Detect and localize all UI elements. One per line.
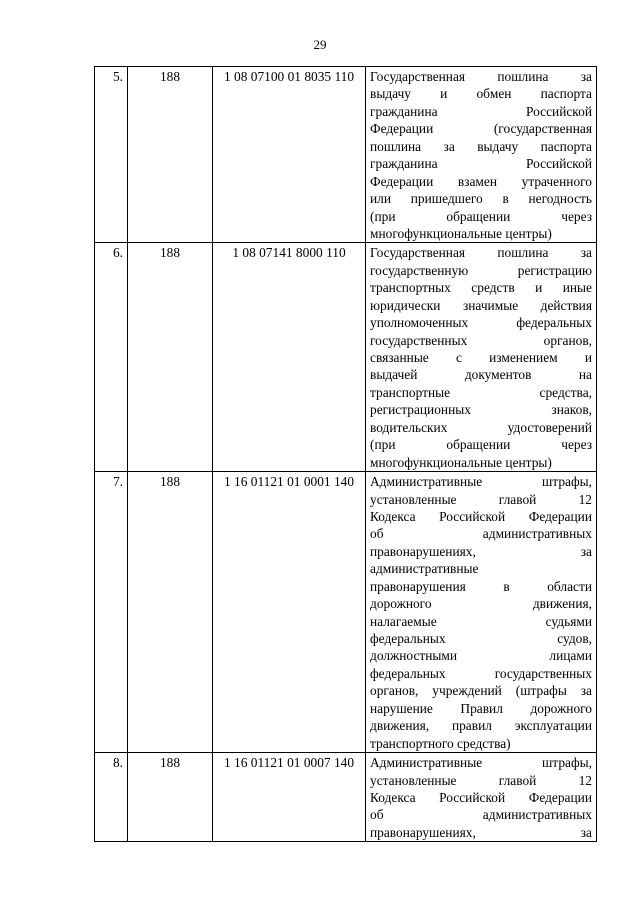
description-line: Кодекса Российской Федерации <box>370 789 592 805</box>
description-line: уполномоченных федеральных <box>370 315 592 331</box>
budget-classification-code: 1 08 07100 01 8035 110 <box>213 67 366 243</box>
description-line: пошлина за выдачу паспорта <box>370 138 592 154</box>
description-line: правонарушения в области <box>370 578 592 594</box>
description-line: движения, правил эксплуатации <box>370 718 592 734</box>
description-line: (при обращении через <box>370 208 592 224</box>
description-line: Административные штрафы, <box>370 755 592 771</box>
description-line: нарушение Правил дорожного <box>370 700 592 716</box>
description-line: государственных органов, <box>370 332 592 348</box>
table-row <box>95 472 597 753</box>
budget-classification-code: 1 16 01121 01 0007 140 <box>213 753 366 842</box>
row-number: 7. <box>95 472 128 753</box>
income-description <box>366 472 597 753</box>
income-description <box>366 243 597 472</box>
income-description <box>366 753 597 842</box>
description-line: налагаемые судьями <box>370 613 592 629</box>
description-line: гражданина Российской <box>370 156 592 172</box>
description-line: юридически значимые действия <box>370 297 592 313</box>
description-line: об административных <box>370 526 592 542</box>
description-line: административные <box>370 561 479 577</box>
income-description <box>366 67 597 243</box>
row-number: 5. <box>95 67 128 243</box>
description-line: транспортного средства) <box>370 735 511 751</box>
description-line: установленные главой 12 <box>370 491 592 507</box>
description-line: Административные штрафы, <box>370 474 592 490</box>
description-line: органов, учреждений (штрафы за <box>370 683 592 699</box>
description-line: (при обращении через <box>370 437 592 453</box>
table-row <box>95 67 597 243</box>
row-number: 8. <box>95 753 128 842</box>
description-line: федеральных государственных <box>370 665 592 681</box>
administrator-code: 188 <box>128 67 213 243</box>
table-row <box>95 753 597 842</box>
description-line: Федерации (государственная <box>370 121 592 137</box>
description-line: выдачу и обмен паспорта <box>370 86 592 102</box>
description-line: Федерации взамен утраченного <box>370 173 592 189</box>
description-line: дорожного движения, <box>370 596 592 612</box>
description-line: водительских удостоверений <box>370 419 592 435</box>
budget-classification-code: 1 08 07141 8000 110 <box>213 243 366 472</box>
description-line: гражданина Российской <box>370 103 592 119</box>
description-line: правонарушениях, за <box>370 543 592 559</box>
description-line: выдачей документов на <box>370 367 592 383</box>
description-line: или пришедшего в негодность <box>370 191 592 207</box>
administrator-code: 188 <box>128 243 213 472</box>
description-line: государственную регистрацию <box>370 262 592 278</box>
administrator-code: 188 <box>128 753 213 842</box>
budget-classification-code: 1 16 01121 01 0001 140 <box>213 472 366 753</box>
description-line: Кодекса Российской Федерации <box>370 508 592 524</box>
administrator-code: 188 <box>128 472 213 753</box>
description-line: транспортные средства, <box>370 384 592 400</box>
page-number: 29 <box>313 37 327 52</box>
description-line: Государственная пошлина за <box>370 245 592 261</box>
description-line: об административных <box>370 807 592 823</box>
budget-codes-table <box>94 66 597 842</box>
description-line: многофункциональные центры) <box>370 454 552 470</box>
description-line: транспортных средств и иные <box>370 280 592 296</box>
table-row <box>95 243 597 472</box>
description-line: многофункциональные центры) <box>370 225 552 241</box>
description-line: установленные главой 12 <box>370 772 592 788</box>
description-line: должностными лицами <box>370 648 592 664</box>
description-line: федеральных судов, <box>370 631 592 646</box>
description-line: Государственная пошлина за <box>370 69 592 84</box>
description-line: связанные с изменением и <box>370 350 592 365</box>
description-line: правонарушениях, за <box>370 824 592 840</box>
description-line: регистрационных знаков, <box>370 402 592 418</box>
row-number: 6. <box>95 243 128 472</box>
